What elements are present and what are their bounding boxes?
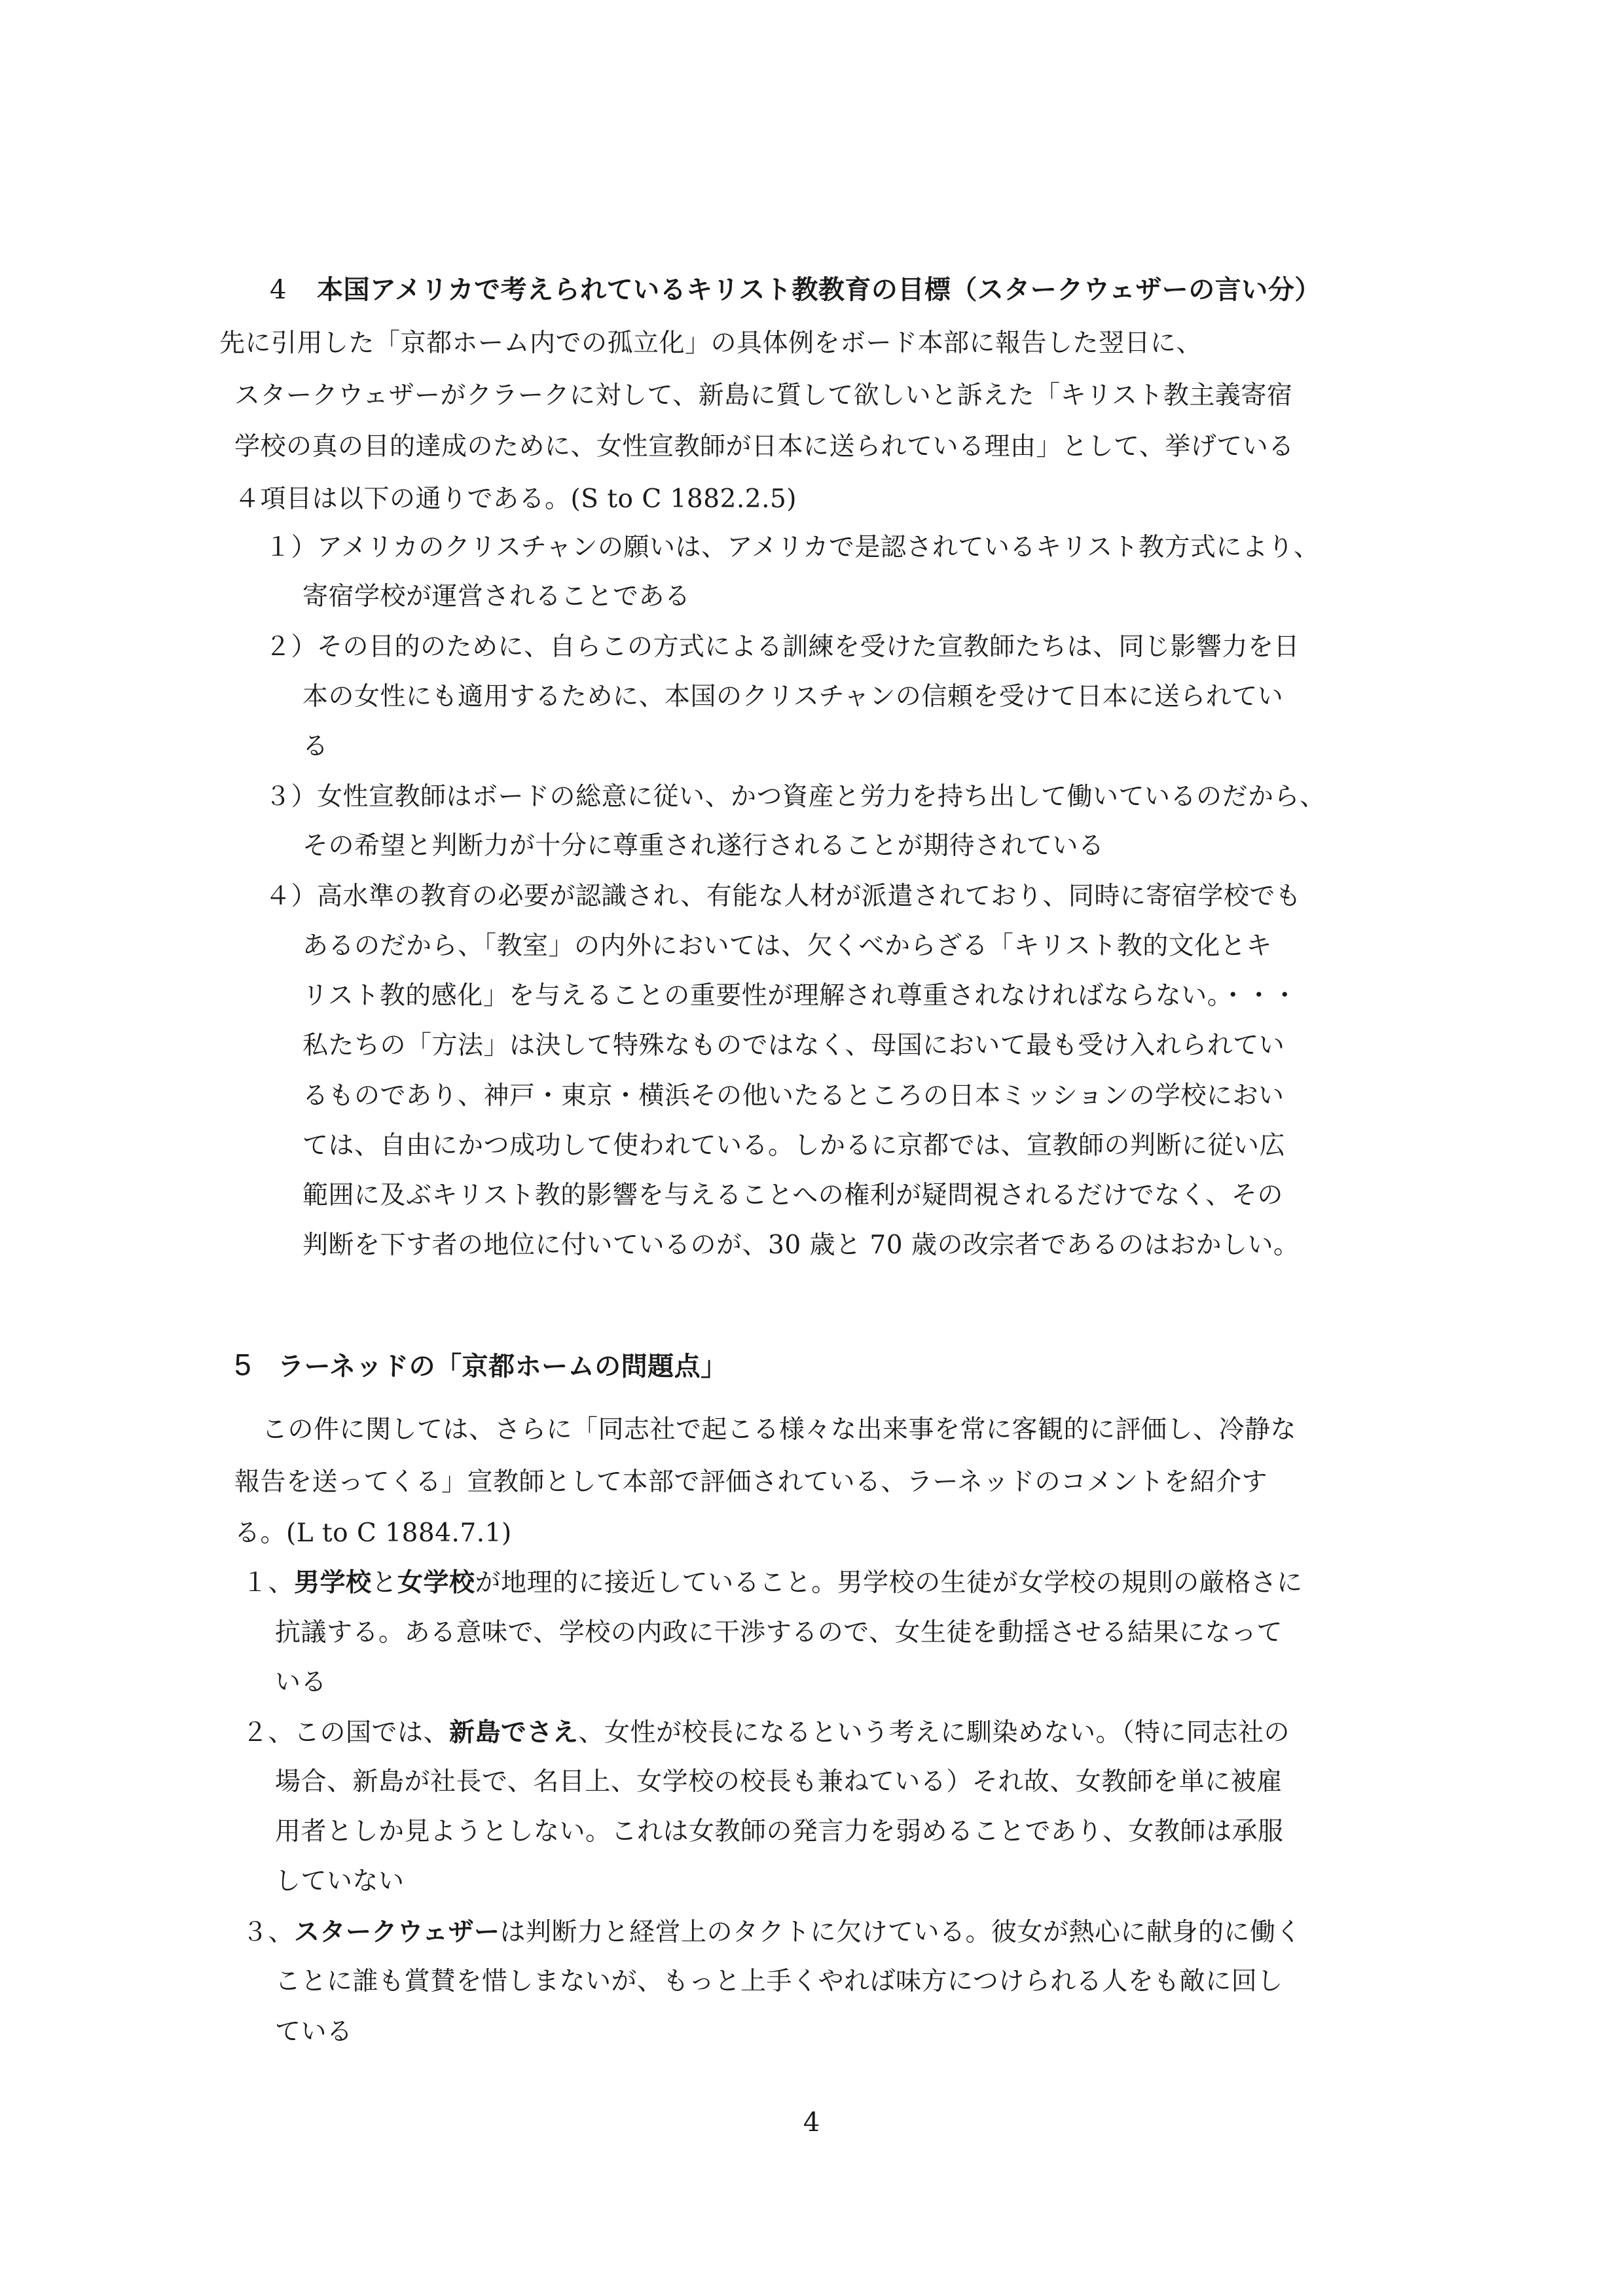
s4-intro-line-4: ４項目は以下の通りである。(S to C 1882.2.5): [234, 484, 797, 514]
s4-item-4-marker: ４）: [265, 882, 318, 911]
s4-item-1-marker: １）: [265, 533, 318, 562]
s5-item-3-bold: スタークウェザー: [294, 1917, 500, 1947]
s4-item-2-line-2: 本の女性にも適用するために、本国のクリスチャンの信頼を受けて日本に送られてい: [302, 682, 1284, 711]
s5-item-1-marker: １、: [242, 1568, 295, 1598]
s5-item-2: [242, 1716, 1290, 1749]
s4-item-4-line-2: あるのだから、「教室」の内外においては、欠くべからざる「キリスト教的文化とキ: [302, 931, 1272, 961]
s5-item-1-line-2: 抗議する。ある意味で、学校の内政に干渉するので、女生徒を動揺させる結果になって: [275, 1618, 1283, 1647]
s5-item-2-line-3: 用者としか見ようとしない。これは女教師の発言力を弱めることであり、女教師は承服: [275, 1817, 1284, 1846]
s4-item-3-line-1: 女性宣教師はボードの総意に従い、かつ資産と労力を持ち出して働いているのだから、: [317, 782, 1326, 812]
s4-item-2-marker: ２）: [265, 632, 318, 662]
s5-item-2-bold: 新島でさえ: [449, 1717, 579, 1748]
s5-item-2-line-2: 場合、新島が社長で、名目上、女学校の校長も兼ねている）それ故、女教師を単に被雇: [275, 1767, 1283, 1797]
s5-item-3-rest: は判断力と経営上のタクトに欠けている。彼女が熱心に献身的に働く: [500, 1918, 1302, 1947]
s4-item-1-line-2: 寄宿学校が運営されることである: [302, 582, 691, 611]
s4-item-1: [265, 531, 1320, 564]
s5-intro-line-2: 報告を送ってくる」宣教師として本部で評価されている、ラーネッドのコメントを紹介す: [234, 1467, 1268, 1497]
s5-item-2-pre: この国では、: [294, 1718, 450, 1748]
s5-intro-line-1: この件に関しては、さらに「同志社で起こる様々な出来事を常に客観的に評価し、冷静な: [262, 1415, 1297, 1444]
s5-item-3-line-2: ことに誰も賞賛を惜しまないが、もっと上手くやれば味方につけられる人をも敵に回し: [275, 1967, 1283, 1996]
section-5-title: ラーネッドの「京都ホームの問題点」: [278, 1351, 727, 1382]
s4-item-4-line-6: ては、自由にかつ成功して使われている。しかるに京都では、宣教師の判断に従い広: [302, 1131, 1286, 1160]
s4-intro-line-2: スタークウェザーがクラークに対して、新島に質して欲しいと訴えた「キリスト教主義寄宿: [234, 381, 1293, 410]
s4-item-3-line-2: その希望と判断力が十分に尊重され遂行されることが期待されている: [302, 831, 1104, 861]
s5-item-3-line-3: ている: [275, 2017, 353, 2047]
s4-item-3: [265, 781, 1326, 814]
s4-item-4-line-4: 私たちの「方法」は決して特殊なものではなく、母国において最も受け入れられてい: [302, 1031, 1285, 1060]
s4-item-4-line-3: リスト教的感化」を与えることの重要性が理解され尊重されなければならない。・・・: [302, 981, 1298, 1011]
s5-item-1-bold-a: 男学校: [294, 1568, 372, 1598]
s4-item-2-line-3: る: [302, 732, 329, 761]
s4-item-4-line-7: 範囲に及ぶキリスト教的影響を与えることへの権利が疑問視されるだけでなく、その: [302, 1181, 1283, 1210]
s4-item-3-marker: ３）: [265, 782, 318, 812]
s4-intro-line-1: 先に引用した「京都ホーム内での孤立化」の具体例をボード本部に報告した翌日に、: [219, 329, 1203, 358]
s5-item-1: [242, 1566, 1303, 1600]
s4-item-4-line-8: 判断を下す者の地位に付いているのが、30 歳と 70 歳の改宗者であるのはおかしい。: [302, 1230, 1300, 1260]
s4-item-2: [265, 631, 1300, 664]
s5-item-2-rest: 、女性が校長になるという考えに馴染めない。（特に同志社の: [578, 1718, 1290, 1748]
s5-item-2-line-4: していない: [275, 1867, 405, 1896]
s4-item-1-line-1: アメリカのクリスチャンの願いは、アメリカで是認されているキリスト教方式により、: [317, 533, 1320, 562]
s5-item-1-line-3: いる: [275, 1668, 327, 1697]
s4-item-4-line-5: るものであり、神戸・東京・横浜その他いたるところの日本ミッションの学校におい: [302, 1081, 1285, 1111]
s4-item-4: [265, 880, 1301, 913]
section-5-number: 5: [234, 1348, 252, 1382]
s5-item-3: [242, 1916, 1302, 1949]
page-number: 4: [803, 2108, 820, 2138]
s5-item-3-marker: ３、: [242, 1918, 295, 1947]
s4-intro-line-3: 学校の真の目的達成のために、女性宣教師が日本に送られている理由」として、挙げている: [234, 432, 1294, 461]
s5-intro-line-3: る。(L to C 1884.7.1): [234, 1518, 512, 1548]
s4-item-4-line-1: 高水準の教育の必要が認識され、有能な人材が派遣されており、同時に寄宿学校でも: [317, 882, 1302, 911]
section-5-heading: [234, 1348, 727, 1383]
section-4-title: 本国アメリカで考えられているキリスト教教育の目標（スタークウェザーの言い分）: [316, 274, 1321, 305]
section-4-heading: [270, 274, 1321, 306]
section-4-number: 4: [270, 275, 287, 305]
s4-item-2-line-1: その目的のために、自らこの方式による訓練を受けた宣教師たちは、同じ影響力を日: [317, 632, 1300, 662]
s5-item-1-mid: と: [371, 1568, 398, 1598]
s5-item-1-bold-b: 女学校: [397, 1568, 475, 1598]
s5-item-2-marker: ２、: [242, 1718, 295, 1748]
s5-item-1-rest: が地理的に接近していること。男学校の生徒が女学校の規則の厳格さに: [475, 1568, 1303, 1598]
